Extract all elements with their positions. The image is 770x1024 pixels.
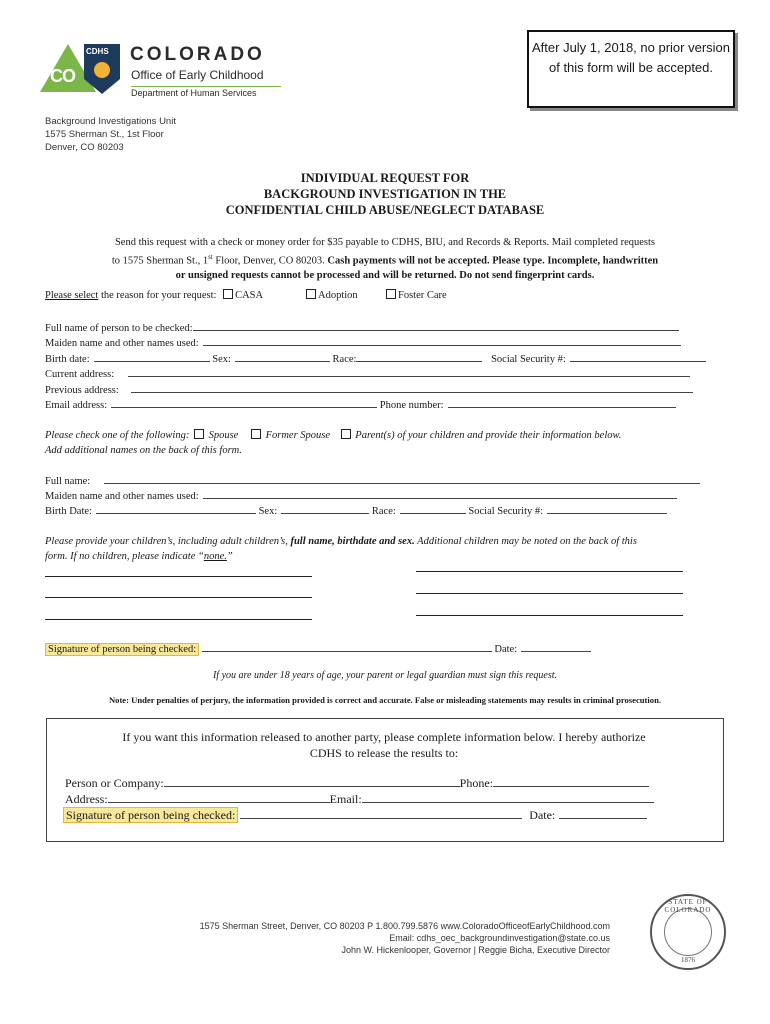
child-line[interactable] xyxy=(45,597,312,598)
relative-race-label: Race: xyxy=(371,506,396,517)
relative-maiden-field[interactable] xyxy=(203,488,677,499)
relative-name-row xyxy=(45,473,700,487)
race-label: Race: xyxy=(332,354,357,365)
footer-email: Email: cdhs_oec_backgroundinvestigation@state.co.us xyxy=(389,933,610,943)
phone-label: Phone number: xyxy=(379,400,444,411)
adoption-label: Adoption xyxy=(318,290,358,301)
perjury-note: Note: Under penalties of perjury, the information provided is correct and accurate. False or misleading statements may results in criminal prosecution. xyxy=(108,695,662,705)
email-row xyxy=(45,397,676,411)
relative-maiden-label: Maiden name and other names used: xyxy=(45,491,199,502)
logo-co-text: CO xyxy=(50,66,75,86)
relative-ssn-label: Social Security #: xyxy=(468,506,544,517)
release-phone-field[interactable] xyxy=(493,774,649,787)
none-word: none. xyxy=(203,551,227,562)
logo-subtitle: Office of Early Childhood xyxy=(131,68,264,82)
instruction-line xyxy=(60,250,710,269)
relative-name-field[interactable] xyxy=(104,473,700,484)
release-address-label: Address: xyxy=(65,792,108,806)
instruction-bold: or unsigned requests cannot be processed and will be returned. Do not send fingerprint cards. xyxy=(175,269,595,281)
previous-address-field[interactable] xyxy=(131,382,693,393)
reason-row xyxy=(45,289,263,301)
address-line: Background Investigations Unit xyxy=(45,116,176,127)
relative-name-label: Full name: xyxy=(45,476,91,487)
adoption-option xyxy=(306,289,358,301)
parents-label: Parent(s) of your children and provide their information below. xyxy=(355,430,622,441)
seal-text: STATE OF COLORADO xyxy=(664,898,712,914)
relative-sex-field[interactable] xyxy=(281,503,369,514)
release-person-field[interactable] xyxy=(164,774,460,787)
logo-department: Department of Human Services xyxy=(131,88,257,98)
maiden-name-row xyxy=(45,335,717,349)
former-spouse-label: Former Spouse xyxy=(265,430,331,441)
full-name-field[interactable] xyxy=(193,320,679,331)
release-signature-field[interactable] xyxy=(240,806,522,819)
children-bold: full name, birthdate and sex. xyxy=(290,536,415,547)
current-address-field[interactable] xyxy=(128,366,690,377)
race-field[interactable] xyxy=(356,351,482,362)
instruction-bold: Cash payments will not be accepted. Please type. Incomplete, handwritten xyxy=(327,255,659,267)
relative-birth-field[interactable] xyxy=(96,503,256,514)
children-text: Additional children may be noted on the back of this xyxy=(414,536,637,547)
children-text: Please provide your children’s, including adult children’s, xyxy=(45,536,291,547)
birth-date-label: Birth date: xyxy=(45,354,90,365)
child-line[interactable] xyxy=(416,571,683,572)
previous-address-row xyxy=(45,382,693,396)
version-notice-box: After July 1, 2018, no prior version of this form will be accepted. xyxy=(527,30,735,108)
ssn-label: Social Security #: xyxy=(491,354,566,365)
birth-row xyxy=(45,351,706,365)
sex-label: Sex: xyxy=(212,354,231,365)
instruction-text: to 1575 Sherman St., 1 xyxy=(111,255,209,267)
unit-address xyxy=(45,115,176,154)
spouse-checkbox[interactable] xyxy=(194,429,204,439)
release-address-field[interactable] xyxy=(108,790,330,803)
relative-sex-label: Sex: xyxy=(258,506,278,517)
ssn-field[interactable] xyxy=(570,351,706,362)
additional-names-note: Add additional names on the back of this form. xyxy=(45,445,242,456)
release-person-row xyxy=(65,774,649,791)
instruction-sup: st xyxy=(208,253,213,261)
seal-year: 1876 xyxy=(681,956,695,964)
child-line[interactable] xyxy=(416,593,683,594)
footer-officials: John W. Hickenlooper, Governor | Reggie Bicha, Executive Director xyxy=(341,945,610,955)
cdhs-badge-text: CDHS xyxy=(86,47,109,56)
relative-maiden-row xyxy=(45,488,677,502)
title-line: CONFIDENTIAL CHILD ABUSE/NEGLECT DATABASE xyxy=(225,203,545,217)
release-date-label: Date: xyxy=(529,808,556,822)
signature-row xyxy=(45,641,591,655)
minor-note: If you are under 18 years of age, your parent or legal guardian must sign this request. xyxy=(212,670,558,681)
title-line: BACKGROUND INVESTIGATION IN THE xyxy=(263,187,507,201)
title-line: INDIVIDUAL REQUEST FOR xyxy=(300,171,470,185)
adoption-checkbox[interactable] xyxy=(306,289,316,299)
children-instructions xyxy=(45,534,725,564)
release-email-field[interactable] xyxy=(362,790,654,803)
relation-row xyxy=(45,429,621,441)
maiden-name-field[interactable] xyxy=(203,335,681,346)
release-person-label: Person or Company: xyxy=(65,776,164,790)
logo-divider xyxy=(131,86,281,87)
children-text: form. If no children, please indicate “ xyxy=(45,551,204,562)
full-name-row xyxy=(45,320,717,334)
parents-checkbox[interactable] xyxy=(341,429,351,439)
release-signature-row xyxy=(63,806,647,823)
state-seal-inner xyxy=(664,908,712,956)
relative-race-field[interactable] xyxy=(400,503,466,514)
release-date-field[interactable] xyxy=(559,806,647,819)
relation-prompt: Please check one of the following: xyxy=(45,430,190,441)
signature-label: Signature of person being checked: xyxy=(45,643,199,656)
release-address-row xyxy=(65,790,654,807)
birth-date-field[interactable] xyxy=(94,351,210,362)
address-line: Denver, CO 80203 xyxy=(45,142,124,153)
children-text: ” xyxy=(226,551,233,562)
release-phone-label: Phone: xyxy=(459,776,494,790)
footer-address: 1575 Sherman Street, Denver, CO 80203 P 1.800.799.5876 www.ColoradoOfficeofEarlyChildhood.com xyxy=(199,921,610,931)
release-intro-line: CDHS to release the results to: xyxy=(309,746,459,760)
spouse-label: Spouse xyxy=(208,430,239,441)
relative-birth-row xyxy=(45,503,667,517)
address-line: 1575 Sherman St., 1st Floor xyxy=(45,129,164,140)
footer xyxy=(0,920,610,956)
email-field[interactable] xyxy=(111,397,377,408)
child-line[interactable] xyxy=(45,576,312,577)
full-name-label: Full name of person to be checked: xyxy=(45,323,193,334)
email-label: Email address: xyxy=(45,400,108,411)
logo-title: COLORADO xyxy=(130,44,265,65)
casa-checkbox[interactable] xyxy=(223,289,233,299)
maiden-name-label: Maiden name and other names used: xyxy=(45,338,199,349)
reason-label-underlined: Please select xyxy=(45,290,99,301)
signature-date-field[interactable] xyxy=(521,641,591,652)
sex-field[interactable] xyxy=(235,351,330,362)
casa-label: CASA xyxy=(235,290,264,301)
foster-care-label: Foster Care xyxy=(398,290,447,301)
release-email-label: Email: xyxy=(329,792,362,806)
instructions xyxy=(60,236,710,283)
current-address-row xyxy=(45,366,690,380)
release-intro xyxy=(46,729,722,761)
signature-date-label: Date: xyxy=(494,644,518,655)
instruction-text: Floor, Denver, CO 80203. xyxy=(212,255,328,267)
form-title xyxy=(0,170,770,218)
sun-icon xyxy=(94,62,110,78)
child-line[interactable] xyxy=(416,615,683,616)
release-intro-line: If you want this information released to another party, please complete information below. I hereby authorize xyxy=(122,730,646,744)
relative-birth-label: Birth Date: xyxy=(45,506,92,517)
previous-address-label: Previous address: xyxy=(45,385,119,396)
reason-label: the reason for your request: xyxy=(98,290,217,301)
signature-field[interactable] xyxy=(202,641,492,652)
former-spouse-checkbox[interactable] xyxy=(251,429,261,439)
relative-ssn-field[interactable] xyxy=(547,503,667,514)
foster-care-checkbox[interactable] xyxy=(386,289,396,299)
release-signature-label: Signature of person being checked: xyxy=(63,807,238,823)
current-address-label: Current address: xyxy=(45,369,115,380)
phone-field[interactable] xyxy=(448,397,676,408)
instruction-line: Send this request with a check or money order for $35 payable to CDHS, BIU, and Records & Reports. Mail completed requests xyxy=(114,237,656,248)
foster-option xyxy=(386,289,447,301)
child-line[interactable] xyxy=(45,619,312,620)
